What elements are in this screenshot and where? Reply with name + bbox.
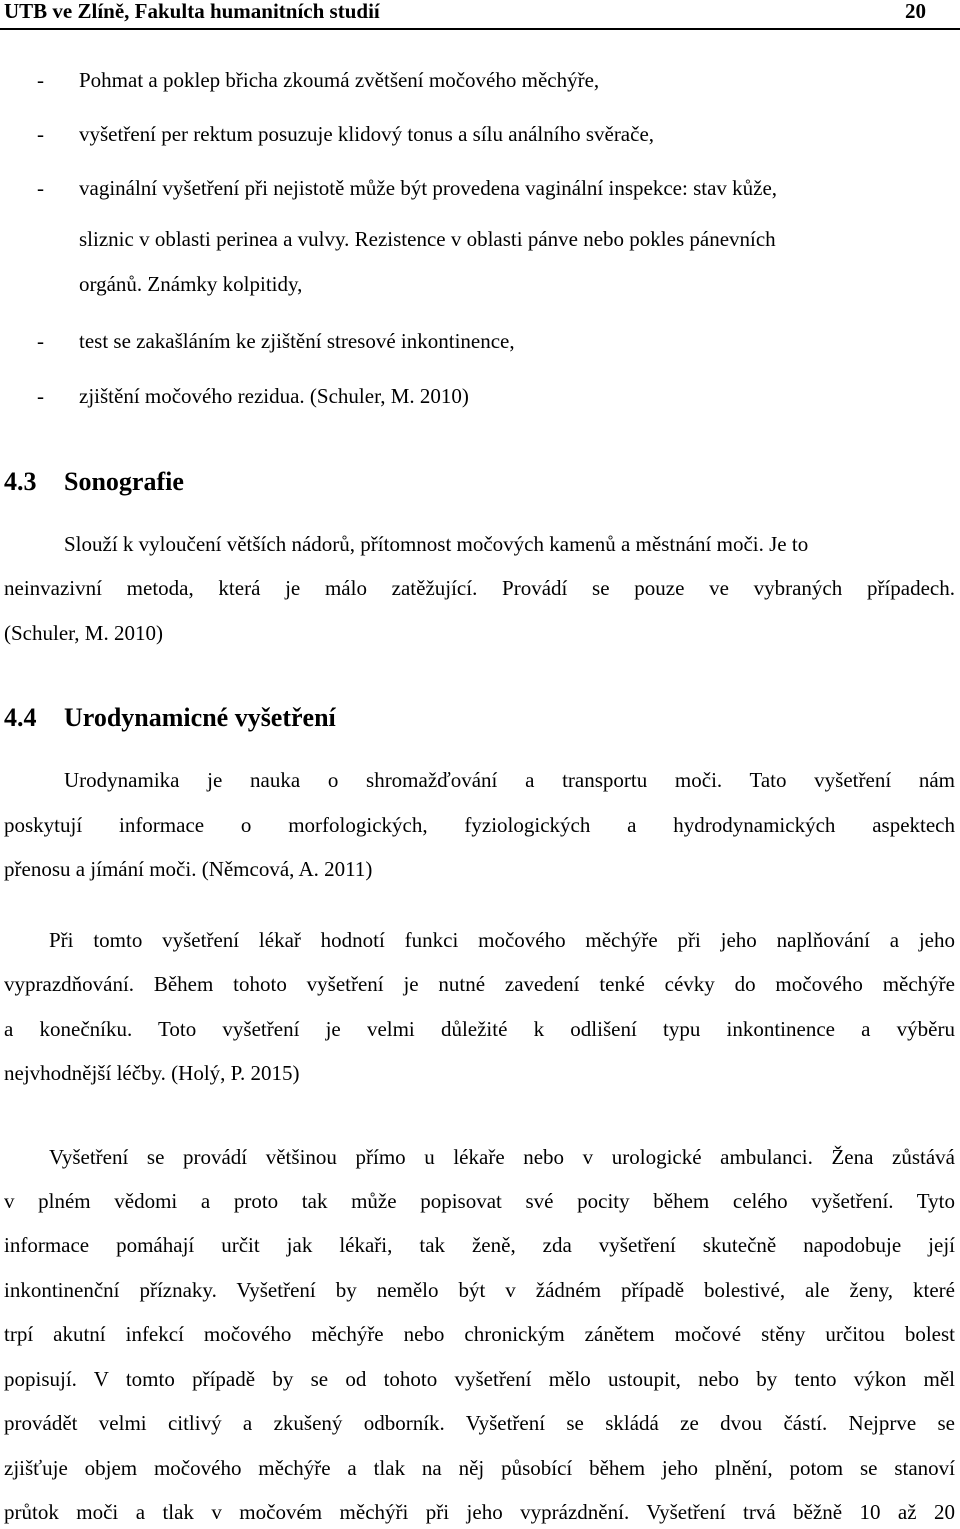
list-item-text: sliznic v oblasti perinea a vulvy. Rezistence v oblasti pánve nebo pokles pánevních [79,227,776,251]
list-item-text: zjištění močového rezidua. (Schuler, M. 2010) [79,384,469,408]
paragraph-line: provádět velmi citlivý a zkušený odborník. Vyšetření se skládá ze dvou částí. Nejprve se [4,1411,955,1435]
paragraph-line: trpí akutní infekcí močového měchýře nebo chronickým zánětem močové stěny určitou bolest [4,1322,955,1346]
paragraph-line: přenosu a jímání moči. (Němcová, A. 2011) [4,857,373,881]
paragraph-line: neinvazivní metoda, která je málo zatěžující. Provádí se pouze ve vybraných případech. [4,576,955,600]
paragraph-line: popisují. V tomto případě by se od tohoto vyšetření mělo ustoupit, nebo by tento výkon měl [4,1367,955,1391]
paragraph-line: zjišťuje objem močového měchýře a tlak na něj působící během jeho plnění, potom se stanoví [4,1456,955,1480]
section-title: Urodynamicné vyšetření [64,703,336,732]
page-number: 20 [905,0,926,23]
header-title: UTB ve Zlíně, Fakulta humanitních studií [4,0,380,23]
section-number: 4.4 [4,703,37,732]
list-dash: - [37,122,44,146]
section-title: Sonografie [64,467,184,496]
paragraph-line: vyprazdňování. Během tohoto vyšetření je nutné zavedení tenké cévky do močového měchýře [4,972,955,996]
list-item-text: orgánů. Známky kolpitidy, [79,272,303,296]
section-heading [4,703,336,733]
list-item-text: vyšetření per rektum posuzuje klidový tonus a sílu análního svěrače, [79,122,655,146]
list-dash: - [37,68,44,92]
paragraph-line: v plném vědomi a proto tak může popisovat své pocity během celého vyšetření. Tyto [4,1189,955,1213]
paragraph-line: Vyšetření se provádí většinou přímo u lékaře nebo v urologické ambulanci. Žena zůstává [49,1145,955,1169]
paragraph-line: (Schuler, M. 2010) [4,621,163,645]
paragraph-line: poskytují informace o morfologických, fyziologických a hydrodynamických aspektech [4,813,955,837]
list-dash: - [37,176,44,200]
paragraph-line: inkontinenční příznaky. Vyšetření by nemělo být v žádném případě bolestivé, ale ženy, které [4,1278,955,1302]
paragraph-line: Slouží k vyloučení větších nádorů, přítomnost močových kamenů a městnání moči. Je to [64,532,809,556]
list-item-text: test se zakašláním ke zjištění stresové inkontinence, [79,329,515,353]
paragraph-line: průtok moči a tlak v močovém měchýři při jeho vyprázdnění. Vyšetření trvá běžně 10 až 20 [4,1500,955,1524]
page-header [0,0,960,30]
section-number: 4.3 [4,467,37,496]
list-dash: - [37,329,44,353]
paragraph-line: a konečníku. Toto vyšetření je velmi důležité k odlišení typu inkontinence a výběru [4,1017,955,1041]
list-item-text: Pohmat a poklep břicha zkoumá zvětšení močového měchýře, [79,68,600,92]
list-item-text: vaginální vyšetření při nejistotě může být provedena vaginální inspekce: stav kůže, [79,176,778,200]
section-heading [4,467,184,497]
paragraph-line: Při tomto vyšetření lékař hodnotí funkci močového měchýře při jeho naplňování a jeho [49,928,955,952]
paragraph-line: nejvhodnější léčby. (Holý, P. 2015) [4,1061,300,1085]
paragraph-line: Urodynamika je nauka o shromažďování a transportu moči. Tato vyšetření nám [64,768,955,792]
list-dash: - [37,384,44,408]
paragraph-line: informace pomáhají určit jak lékaři, tak ženě, zda vyšetření skutečně napodobuje její [4,1233,955,1257]
